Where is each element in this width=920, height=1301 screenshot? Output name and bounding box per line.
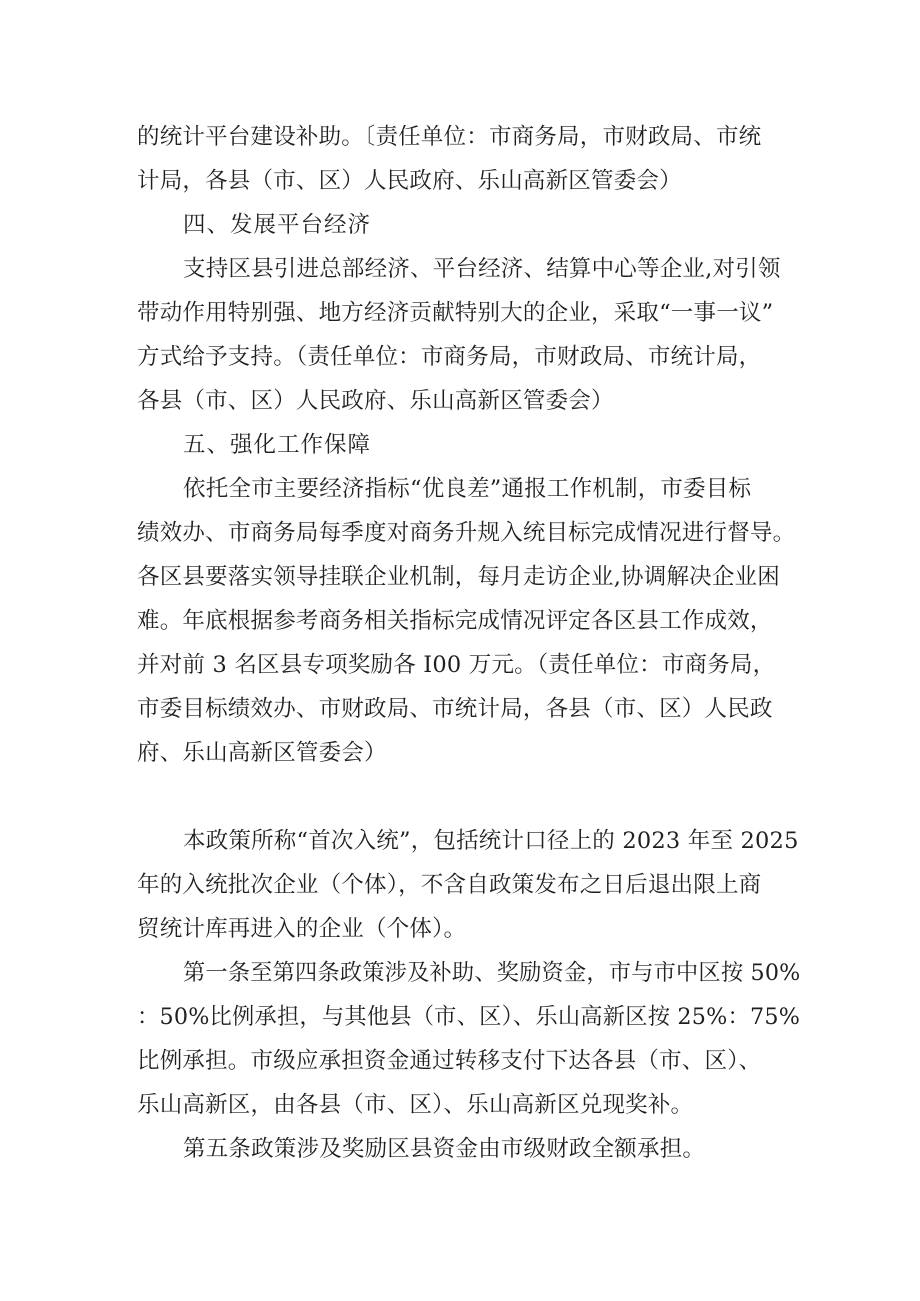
text-line: 第一条至第四条政策涉及补助、奖励资金，市与市中区按 50%	[183, 960, 801, 986]
text-line: 本政策所称“首次入统”，包括统计口径上的 2023 年至 2025	[183, 828, 799, 854]
text-line: 比例承担。市级应承担资金通过转移支付下达各县（市、区）、	[137, 1048, 762, 1074]
text-line: 各县（市、区）人民政府、乐山高新区管委会）	[137, 388, 614, 414]
section-heading-4: 四、发展平台经济	[183, 212, 372, 238]
section-heading-5: 五、强化工作保障	[183, 432, 372, 458]
text-line: 各区县要落实领导挂联企业机制，每月走访企业,协调解决企业困	[137, 564, 780, 590]
text-line: ：50%比例承担，与其他县（市、区）、乐山高新区按 25%：75%	[137, 1004, 801, 1030]
text-line: 带动作用特别强、地方经济贡献特别大的企业，采取“一事一议”	[137, 300, 774, 326]
text-line: 计局，各县（市、区）人民政府、乐山高新区管委会）	[137, 168, 682, 194]
text-line: 支持区县引进总部经济、平台经济、结算中心等企业,对引领	[183, 256, 781, 282]
text-line: 依托全市主要经济指标“优良差”通报工作机制，市委目标	[183, 476, 752, 502]
text-line: 年的入统批次企业（个体），不含自政策发布之日后退出限上商	[137, 872, 762, 898]
text-line: 市委目标绩效办、市财政局、市统计局，各县（市、区）人民政	[137, 696, 773, 722]
text-line: 难。年底根据参考商务相关指标完成情况评定各区县工作成效，	[137, 608, 773, 634]
text-line: 第五条政策涉及奖励区县资金由市级财政全额承担。	[183, 1136, 706, 1162]
text-line: 贸统计库再进入的企业（个体）。	[137, 916, 467, 942]
text-line: 乐山高新区，由各县（市、区）、乐山高新区兑现奖补。	[137, 1092, 694, 1118]
text-line: 方式给予支持。（责任单位：市商务局，市财政局、市统计局，	[137, 344, 762, 370]
text-line: 并对前 3 名区县专项奖励各 I00 万元。（责任单位：市商务局，	[137, 652, 776, 678]
text-line: 的统计平台建设补助。〔责任单位：市商务局，市财政局、市统	[137, 124, 762, 150]
text-line: 府、乐山高新区管委会）	[137, 740, 387, 766]
text-line: 绩效办、市商务局每季度对商务升规入统目标完成情况进行督导。	[137, 520, 796, 546]
